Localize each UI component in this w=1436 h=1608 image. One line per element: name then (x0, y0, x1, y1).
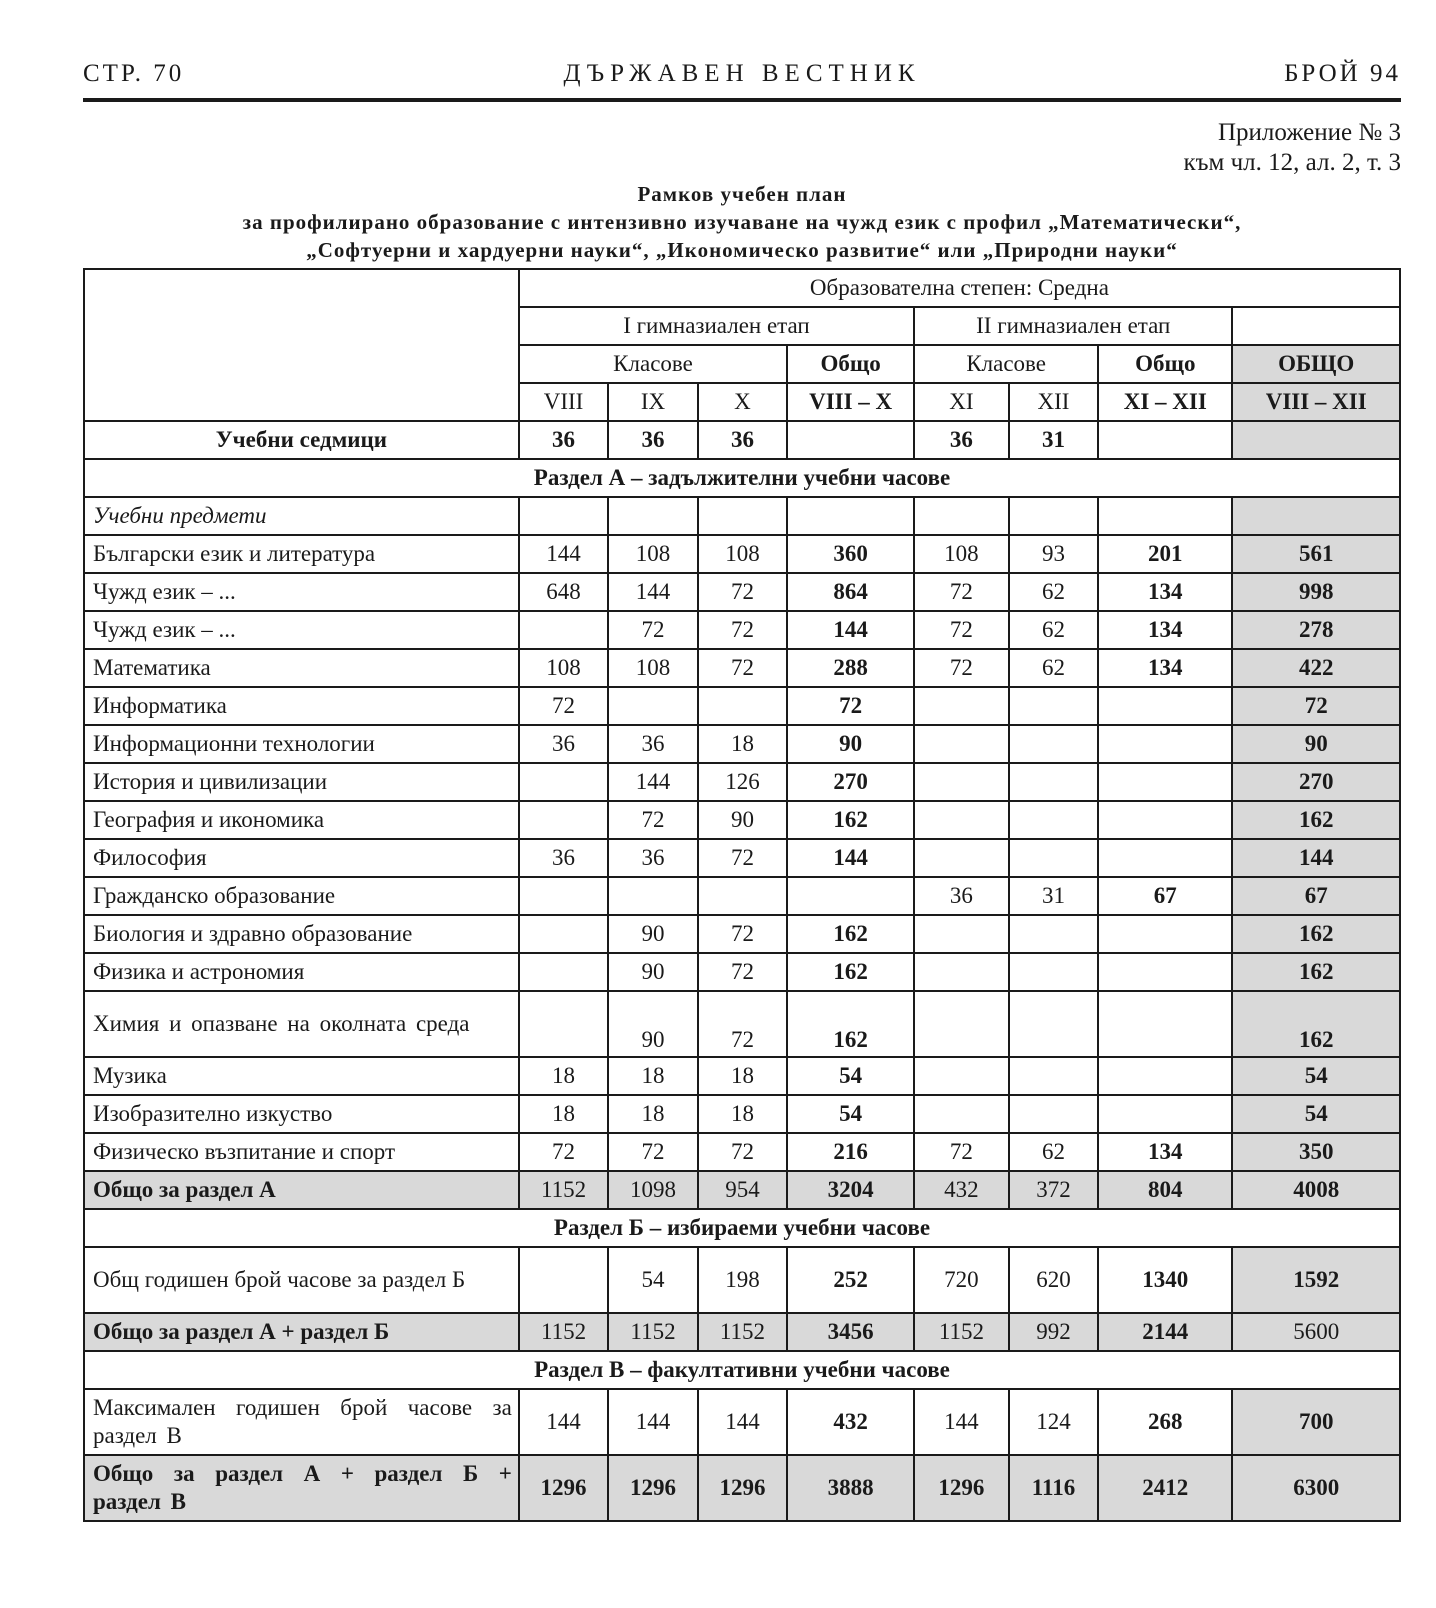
subject-row (84, 1133, 1400, 1171)
header-rule (83, 98, 1401, 102)
document-title (83, 180, 1401, 264)
degree-header: Образователна степен: Средна (519, 269, 1400, 307)
value-cell: 201 (1098, 535, 1232, 573)
value-cell (914, 687, 1009, 725)
row-label: Биология и здравно образование (84, 915, 519, 953)
value-cell: 72 (608, 801, 697, 839)
value-cell: 36 (914, 877, 1009, 915)
subject-row (84, 915, 1400, 953)
subject-row (84, 611, 1400, 649)
value-cell: 432 (914, 1171, 1009, 1209)
value-cell: 67 (1098, 877, 1232, 915)
value-cell: 1296 (519, 1455, 608, 1521)
value-cell (519, 953, 608, 991)
value-cell (914, 839, 1009, 877)
value-cell: 72 (698, 573, 787, 611)
value-cell: 72 (698, 839, 787, 877)
value-cell (1009, 687, 1098, 725)
value-cell: 864 (787, 573, 914, 611)
value-cell (1098, 991, 1232, 1057)
grade-header: VIII – X (787, 383, 914, 421)
value-cell (1009, 839, 1098, 877)
value-cell: 90 (698, 801, 787, 839)
row-label: Общо за раздел А + раздел Б + раздел В (84, 1455, 519, 1521)
value-cell: 72 (519, 687, 608, 725)
value-cell: 561 (1232, 535, 1400, 573)
value-cell: 90 (787, 725, 914, 763)
value-cell (519, 915, 608, 953)
annex-number: Приложение № 3 (1217, 119, 1401, 146)
value-cell: 288 (787, 649, 914, 687)
value-cell: 18 (519, 1095, 608, 1133)
value-cell: 1098 (608, 1171, 697, 1209)
value-cell: 270 (1232, 763, 1400, 801)
subject-row (84, 573, 1400, 611)
value-cell: 992 (1009, 1313, 1098, 1351)
value-cell: 72 (914, 1133, 1009, 1171)
value-cell (1009, 725, 1098, 763)
total-header-2: Общо (1098, 345, 1232, 383)
value-cell (519, 1247, 608, 1313)
section-title: Раздел Б – избираеми учебни часове (84, 1209, 1400, 1247)
value-cell (1098, 953, 1232, 991)
value-cell (1232, 421, 1400, 459)
empty-cell (1098, 497, 1232, 535)
grade-header: X (698, 383, 787, 421)
value-cell (914, 801, 1009, 839)
subject-row (84, 953, 1400, 991)
value-cell: 998 (1232, 573, 1400, 611)
value-cell (1098, 839, 1232, 877)
value-cell: 198 (698, 1247, 787, 1313)
value-cell (519, 877, 608, 915)
value-cell (1009, 915, 1098, 953)
value-cell: 144 (519, 535, 608, 573)
row-label: Общо за раздел А (84, 1171, 519, 1209)
value-cell (519, 801, 608, 839)
value-cell: 36 (608, 421, 697, 459)
subjects-label: Учебни предмети (84, 497, 519, 535)
value-cell: 36 (608, 839, 697, 877)
subject-row (84, 725, 1400, 763)
subject-row (84, 801, 1400, 839)
value-cell: 90 (608, 991, 697, 1057)
value-cell (1009, 991, 1098, 1057)
value-cell: 144 (698, 1389, 787, 1455)
empty-cell (787, 497, 914, 535)
empty-cell (698, 497, 787, 535)
value-cell: 62 (1009, 1133, 1098, 1171)
total-ab-row (84, 1313, 1400, 1351)
value-cell: 36 (608, 725, 697, 763)
section-c-row (84, 1389, 1400, 1455)
title-line-1: Рамков учебен план (637, 182, 847, 206)
value-cell (914, 953, 1009, 991)
value-cell: 144 (787, 839, 914, 877)
value-cell (1098, 1095, 1232, 1133)
subject-row (84, 763, 1400, 801)
total-header-1: Общо (787, 345, 914, 383)
row-label: Гражданско образование (84, 877, 519, 915)
value-cell: 144 (519, 1389, 608, 1455)
value-cell: 93 (1009, 535, 1098, 573)
page-number: СТР. 70 (83, 60, 185, 87)
empty-cell (608, 497, 697, 535)
value-cell: 108 (914, 535, 1009, 573)
value-cell: 3456 (787, 1313, 914, 1351)
value-cell: 54 (1232, 1057, 1400, 1095)
row-label: Общо за раздел А + раздел Б (84, 1313, 519, 1351)
weeks-row (84, 421, 1400, 459)
value-cell: 18 (608, 1095, 697, 1133)
subject-row (84, 839, 1400, 877)
grand-total-header: ОБЩО (1232, 345, 1400, 383)
value-cell: 6300 (1232, 1455, 1400, 1521)
value-cell: 1116 (1009, 1455, 1098, 1521)
value-cell: 144 (608, 573, 697, 611)
title-line-2: за профилирано образование с интензивно изучаване на чужд език с профил „Математически“, (242, 210, 1242, 234)
value-cell: 72 (914, 573, 1009, 611)
value-cell: 108 (698, 535, 787, 573)
section-title: Раздел В – факултативни учебни часове (84, 1351, 1400, 1389)
value-cell: 62 (1009, 611, 1098, 649)
curriculum-table (83, 268, 1401, 1522)
row-label: Общ годишен брой часове за раздел Б (84, 1247, 519, 1313)
value-cell: 162 (1232, 953, 1400, 991)
total-abc-row (84, 1455, 1400, 1521)
value-cell: 252 (787, 1247, 914, 1313)
value-cell (787, 421, 914, 459)
row-label: Учебни седмици (84, 421, 519, 459)
value-cell: 1340 (1098, 1247, 1232, 1313)
value-cell: 72 (698, 1133, 787, 1171)
value-cell: 268 (1098, 1389, 1232, 1455)
value-cell: 1152 (698, 1313, 787, 1351)
value-cell: 1152 (914, 1313, 1009, 1351)
row-label: Физическо възпитание и спорт (84, 1133, 519, 1171)
value-cell: 18 (519, 1057, 608, 1095)
stage-empty (1232, 307, 1400, 345)
value-cell: 278 (1232, 611, 1400, 649)
value-cell: 804 (1098, 1171, 1232, 1209)
value-cell: 432 (787, 1389, 914, 1455)
value-cell: 67 (1232, 877, 1400, 915)
issue-number: БРОЙ 94 (1284, 60, 1401, 87)
value-cell: 360 (787, 535, 914, 573)
value-cell (914, 725, 1009, 763)
section-b-header (84, 1209, 1400, 1247)
value-cell: 108 (519, 649, 608, 687)
value-cell: 350 (1232, 1133, 1400, 1171)
value-cell: 162 (787, 801, 914, 839)
value-cell: 72 (608, 611, 697, 649)
value-cell (1098, 725, 1232, 763)
value-cell: 1296 (698, 1455, 787, 1521)
row-label: География и икономика (84, 801, 519, 839)
empty-cell (1232, 497, 1400, 535)
row-label: Изобразително изкуство (84, 1095, 519, 1133)
value-cell (519, 611, 608, 649)
value-cell: 162 (1232, 801, 1400, 839)
row-label: Чужд език – ... (84, 611, 519, 649)
value-cell: 54 (787, 1095, 914, 1133)
value-cell: 954 (698, 1171, 787, 1209)
value-cell: 126 (698, 763, 787, 801)
value-cell: 134 (1098, 1133, 1232, 1171)
value-cell: 108 (608, 535, 697, 573)
section-b-row (84, 1247, 1400, 1313)
value-cell: 372 (1009, 1171, 1098, 1209)
value-cell (787, 877, 914, 915)
total-a-row (84, 1171, 1400, 1209)
subjects-label-row (84, 497, 1400, 535)
value-cell: 72 (608, 1133, 697, 1171)
classes-header-1: Класове (519, 345, 787, 383)
value-cell: 144 (787, 611, 914, 649)
value-cell: 62 (1009, 573, 1098, 611)
value-cell: 1296 (914, 1455, 1009, 1521)
value-cell: 36 (519, 421, 608, 459)
value-cell: 72 (914, 649, 1009, 687)
value-cell: 3888 (787, 1455, 914, 1521)
value-cell: 620 (1009, 1247, 1098, 1313)
stage2-header: II гимназиален етап (914, 307, 1232, 345)
value-cell (1098, 915, 1232, 953)
value-cell: 216 (787, 1133, 914, 1171)
value-cell: 72 (698, 991, 787, 1057)
value-cell: 72 (698, 649, 787, 687)
value-cell: 36 (519, 725, 608, 763)
row-label: Химия и опазване на околната среда (84, 991, 519, 1057)
value-cell: 90 (1232, 725, 1400, 763)
grade-header: VIII – XII (1232, 383, 1400, 421)
value-cell: 144 (608, 763, 697, 801)
value-cell: 162 (787, 953, 914, 991)
row-label: Информационни технологии (84, 725, 519, 763)
value-cell: 162 (787, 915, 914, 953)
value-cell (1098, 421, 1232, 459)
value-cell: 108 (608, 649, 697, 687)
value-cell: 90 (608, 915, 697, 953)
row-label: Музика (84, 1057, 519, 1095)
value-cell: 162 (1232, 991, 1400, 1057)
value-cell (519, 991, 608, 1057)
value-cell (1009, 763, 1098, 801)
header-corner (84, 269, 519, 421)
title-line-3: „Софтуерни и хардуерни науки“, „Икономическо развитие“ или „Природни науки“ (306, 238, 1178, 262)
value-cell: 54 (1232, 1095, 1400, 1133)
subject-row (84, 1095, 1400, 1133)
section-c-header (84, 1351, 1400, 1389)
grade-header: XI – XII (1098, 383, 1232, 421)
grade-header: XI (914, 383, 1009, 421)
row-label: Физика и астрономия (84, 953, 519, 991)
subject-row (84, 687, 1400, 725)
section-a-header (84, 459, 1400, 497)
annex-article: към чл. 12, ал. 2, т. 3 (1183, 149, 1401, 176)
value-cell (1009, 953, 1098, 991)
annex-reference (1183, 118, 1401, 178)
value-cell: 3204 (787, 1171, 914, 1209)
value-cell (1009, 1057, 1098, 1095)
subject-row (84, 1057, 1400, 1095)
value-cell: 72 (698, 953, 787, 991)
empty-cell (914, 497, 1009, 535)
value-cell: 144 (608, 1389, 697, 1455)
row-label: Математика (84, 649, 519, 687)
subject-row (84, 877, 1400, 915)
page-header (83, 60, 1401, 96)
value-cell: 72 (519, 1133, 608, 1171)
value-cell: 700 (1232, 1389, 1400, 1455)
value-cell (914, 763, 1009, 801)
value-cell: 62 (1009, 649, 1098, 687)
value-cell: 270 (787, 763, 914, 801)
value-cell: 54 (787, 1057, 914, 1095)
value-cell (1098, 763, 1232, 801)
value-cell: 5600 (1232, 1313, 1400, 1351)
value-cell: 36 (519, 839, 608, 877)
grade-header: IX (608, 383, 697, 421)
value-cell: 1592 (1232, 1247, 1400, 1313)
value-cell: 72 (698, 611, 787, 649)
value-cell (698, 687, 787, 725)
value-cell: 4008 (1232, 1171, 1400, 1209)
value-cell (1098, 1057, 1232, 1095)
value-cell: 72 (914, 611, 1009, 649)
empty-cell (519, 497, 608, 535)
value-cell: 124 (1009, 1389, 1098, 1455)
value-cell: 18 (698, 1095, 787, 1133)
value-cell (1009, 1095, 1098, 1133)
value-cell (698, 877, 787, 915)
value-cell: 2412 (1098, 1455, 1232, 1521)
value-cell: 18 (698, 725, 787, 763)
row-label: Философия (84, 839, 519, 877)
value-cell: 134 (1098, 611, 1232, 649)
value-cell: 36 (914, 421, 1009, 459)
value-cell: 422 (1232, 649, 1400, 687)
value-cell (608, 687, 697, 725)
value-cell: 720 (914, 1247, 1009, 1313)
publication-title: ДЪРЖАВЕН ВЕСТНИК (563, 60, 921, 87)
subject-row (84, 649, 1400, 687)
row-label: Информатика (84, 687, 519, 725)
value-cell: 72 (787, 687, 914, 725)
value-cell: 2144 (1098, 1313, 1232, 1351)
value-cell: 31 (1009, 421, 1098, 459)
value-cell: 144 (914, 1389, 1009, 1455)
value-cell (1009, 801, 1098, 839)
value-cell: 162 (787, 991, 914, 1057)
value-cell: 18 (698, 1057, 787, 1095)
value-cell: 1152 (519, 1171, 608, 1209)
stage1-header: I гимназиален етап (519, 307, 914, 345)
value-cell: 144 (1232, 839, 1400, 877)
subject-row (84, 535, 1400, 573)
row-label: Максимален годишен брой часове за раздел В (84, 1389, 519, 1455)
value-cell: 36 (698, 421, 787, 459)
value-cell: 1152 (608, 1313, 697, 1351)
value-cell: 134 (1098, 649, 1232, 687)
row-label: Български език и литература (84, 535, 519, 573)
value-cell (1098, 801, 1232, 839)
value-cell: 1296 (608, 1455, 697, 1521)
value-cell (519, 763, 608, 801)
row-label: Чужд език – ... (84, 573, 519, 611)
value-cell (914, 915, 1009, 953)
value-cell: 134 (1098, 573, 1232, 611)
empty-cell (1009, 497, 1098, 535)
section-title: Раздел А – задължителни учебни часове (84, 459, 1400, 497)
value-cell: 72 (1232, 687, 1400, 725)
value-cell (914, 1095, 1009, 1133)
value-cell: 162 (1232, 915, 1400, 953)
value-cell: 648 (519, 573, 608, 611)
subject-row (84, 991, 1400, 1057)
value-cell: 31 (1009, 877, 1098, 915)
value-cell: 18 (608, 1057, 697, 1095)
grade-header: XII (1009, 383, 1098, 421)
value-cell (608, 877, 697, 915)
grade-header: VIII (519, 383, 608, 421)
value-cell: 72 (698, 915, 787, 953)
value-cell: 1152 (519, 1313, 608, 1351)
value-cell: 54 (608, 1247, 697, 1313)
classes-header-2: Класове (914, 345, 1098, 383)
value-cell (1098, 687, 1232, 725)
value-cell: 90 (608, 953, 697, 991)
value-cell (914, 991, 1009, 1057)
row-label: История и цивилизации (84, 763, 519, 801)
value-cell (914, 1057, 1009, 1095)
